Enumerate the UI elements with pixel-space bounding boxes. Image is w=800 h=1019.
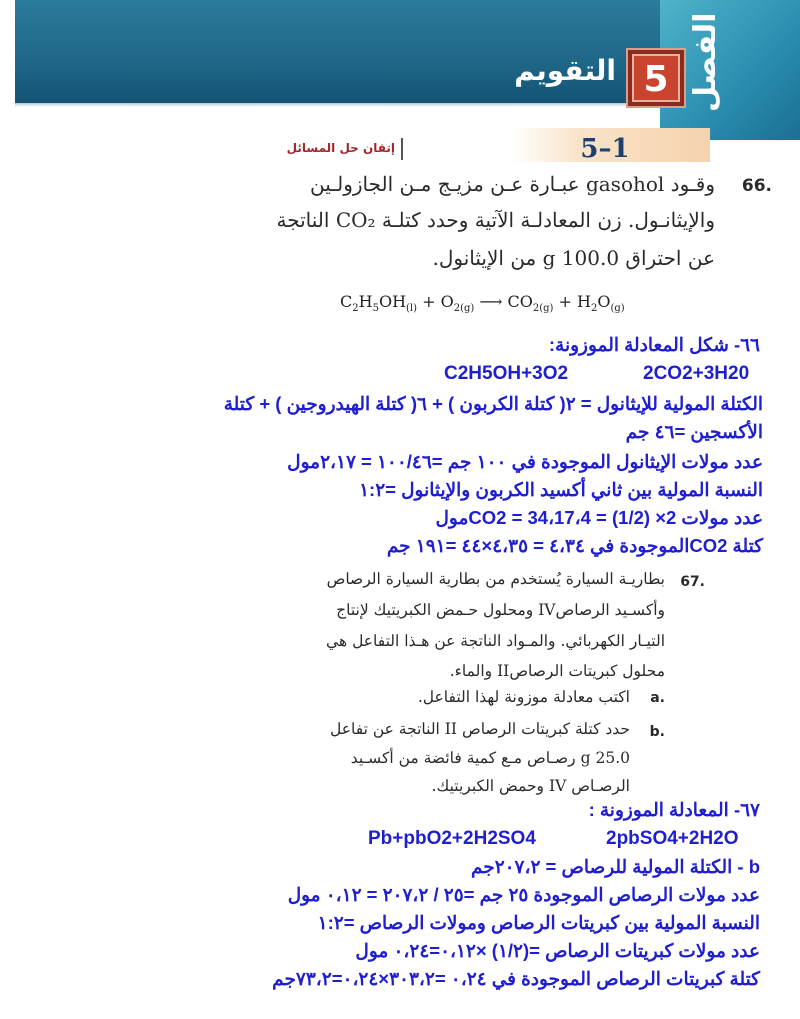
question-66-line-1: وقـود gasohol عبـارة عـن مزيـج مـن الجازولـين bbox=[310, 172, 715, 196]
eq-term: H bbox=[358, 292, 373, 311]
question-67-part-b-line-1: حدد كتلة كبريتات الرصاص II الناتجة عن تفاعل bbox=[330, 720, 630, 738]
chapter-title: التقويم bbox=[514, 54, 616, 87]
eq-state: (g) bbox=[610, 303, 625, 315]
eq-plus: + bbox=[558, 292, 572, 311]
question-67-part-b-line-2: 25.0 g رصـاص مـع كمية فائضة من أكسـيد bbox=[350, 749, 630, 767]
chapter-number: 5 bbox=[632, 54, 680, 102]
banner-shadow bbox=[15, 103, 705, 107]
question-67-line-4: محلول كبريتات الرصاصII والماء. bbox=[449, 662, 665, 680]
question-67-line-2: وأكسـيد الرصاصIV ومحلول حـمض الكبريتيك لإنتاج bbox=[336, 601, 665, 619]
eq-term: OH bbox=[378, 292, 407, 311]
skill-label: إتقان حل المسائل bbox=[286, 141, 395, 155]
question-67-line-3: التيـار الكهربائي. والمـواد الناتجة عن هـذا التفاعل هي bbox=[326, 632, 665, 650]
eq-arrow: ⟶ bbox=[479, 292, 503, 311]
answer-67-reactants: Pb+pbO2+2H2SO4 bbox=[368, 828, 536, 849]
answer-67-heading: ٦٧- المعادلة الموزونة : bbox=[588, 799, 760, 820]
answer-66-line-5: عدد مولات الإيثانول الموجودة في ١٠٠ جم =١٠٠/٤٦ = ٢،١٧مول bbox=[287, 451, 763, 472]
eq-sub: 2 bbox=[352, 303, 359, 315]
answer-67-line-6: عدد مولات كبريتات الرصاص =(١/٢) ×٠،١٢=٠،٢٤ مول bbox=[355, 940, 760, 961]
answer-67-line-4: عدد مولات الرصاص الموجودة ٢٥ جم =٢٥ / ٢٠٧،٢ = ٠،١٢ مول bbox=[287, 884, 760, 905]
eq-sub: 5 bbox=[372, 303, 379, 315]
question-67-part-b-line-3: الرصـاص IV وحمض الكبريتيك. bbox=[431, 777, 630, 795]
question-66-line-2: والإيثانـول. زن المعادلـة الآتية وحدد كتلـة CO₂ الناتجة bbox=[276, 208, 715, 232]
eq-sub: 2 bbox=[590, 303, 598, 315]
answer-66-line-6: النسبة المولية بين ثاني أكسيد الكربون والإيثانول =١:٢ bbox=[359, 479, 763, 500]
answer-66-reactants: C2H5OH+3O2 bbox=[444, 363, 569, 384]
answer-67-line-7: كتلة كبريتات الرصاص الموجودة في ٠،٢٤ =٣٠٣،٢×٠،٢٤=٧٣،٢جم bbox=[272, 968, 760, 989]
answer-66-line-7: عدد مولات 2× (1/2) = 4،CO2 = 34،17مول bbox=[435, 507, 763, 528]
eq-plus: + bbox=[422, 292, 436, 311]
header-divider bbox=[401, 138, 403, 160]
question-66-number: 66. bbox=[741, 176, 772, 196]
question-67-part-a-text: اكتب معادلة موزونة لهذا التفاعل. bbox=[417, 688, 630, 706]
eq-term: O bbox=[597, 292, 611, 311]
eq-state: 2(g) bbox=[453, 303, 475, 315]
answer-66-line-8: كتلة CO2الموجودة في ٤،٣٤ = ٤،٣٥×٤٤ =١٩١ جم bbox=[386, 535, 763, 556]
answer-66-heading: ٦٦- شكل المعادلة الموزونة: bbox=[548, 334, 760, 355]
eq-state: (l) bbox=[406, 303, 418, 315]
eq-state: 2(g) bbox=[532, 303, 554, 315]
answer-67-line-5: النسبة المولية بين كبريتات الرصاص ومولات الرصاص =١:٢ bbox=[317, 912, 760, 933]
question-67-part-b-label: b. bbox=[649, 724, 665, 740]
answer-67-line-3: b - الكتلة المولية للرصاص = ٢٠٧،٢جم bbox=[470, 856, 760, 877]
eq-term: H bbox=[577, 292, 591, 311]
answer-66-line-4: الأكسجين =٤٦ جم bbox=[625, 421, 763, 442]
answer-67-products: 2pbSO4+2H2O bbox=[606, 828, 739, 849]
answer-66-line-3: الكتلة المولية للإيثانول = ٢( كتلة الكربون ) + ٦( كتلة الهيدروجين ) + كتلة bbox=[223, 393, 763, 414]
question-67-line-1: بطاريـة السيارة يُستخدم من بطارية السيارة الرصاص bbox=[326, 570, 665, 588]
question-66-line-3: عن احتراق 100.0 g من الإيثانول. bbox=[432, 246, 715, 270]
answer-66-products: 2CO2+3H20 bbox=[643, 363, 750, 384]
question-67-number: 67. bbox=[680, 574, 705, 590]
section-number: 5–1 bbox=[580, 134, 630, 164]
question-67-part-a-label: a. bbox=[650, 690, 665, 706]
eq-term: O bbox=[440, 292, 454, 311]
eq-term: C bbox=[340, 292, 353, 311]
eq-term: CO bbox=[507, 292, 533, 311]
question-66-equation bbox=[340, 292, 670, 318]
chapter-side-tab-label: الفصل bbox=[688, 12, 723, 112]
